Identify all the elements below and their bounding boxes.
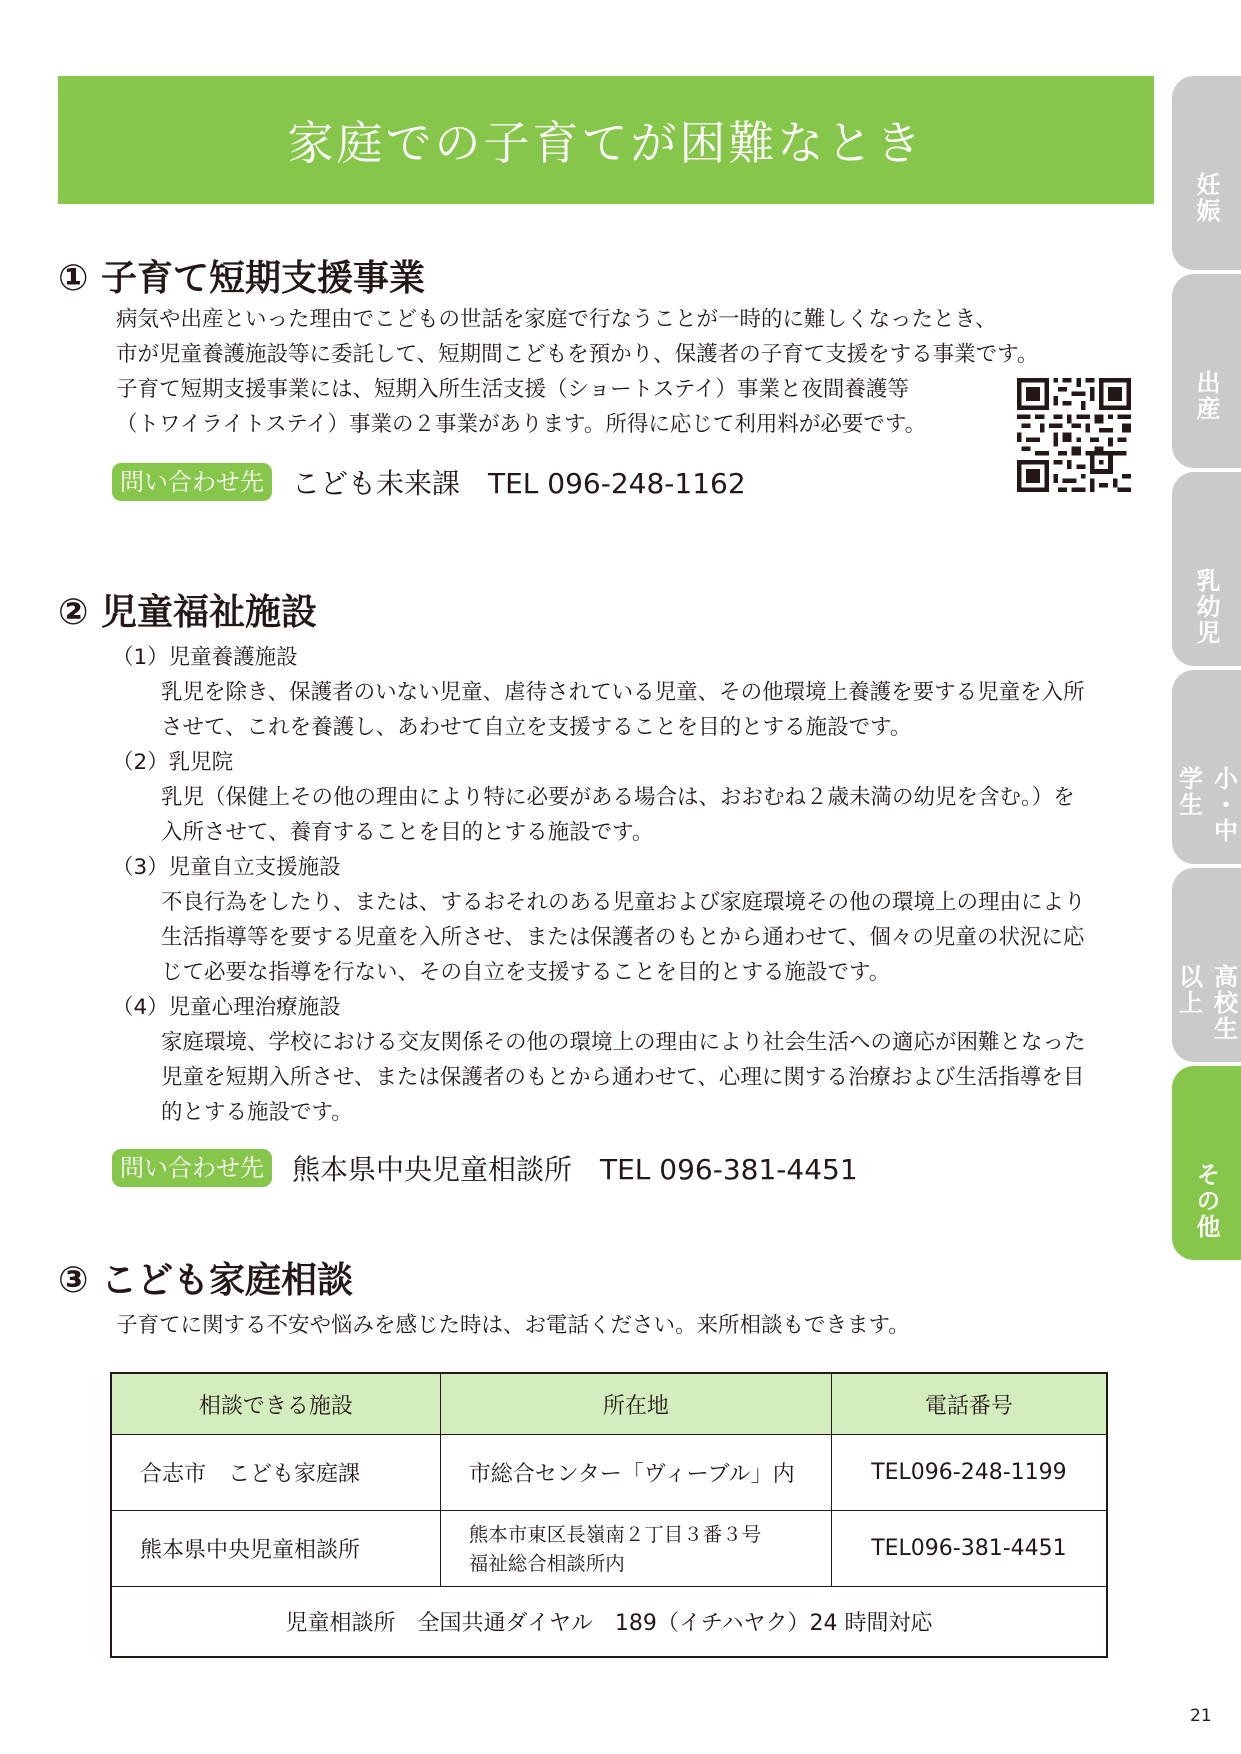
- item-heading: （1）児童養護施設: [112, 645, 298, 670]
- address-line: 市総合センター「ヴィーブル」内: [468, 1462, 795, 1487]
- paragraph-line: 家庭環境、学校における交友関係その他の環境上の理由により社会生活への適応が困難となった: [161, 1030, 1086, 1055]
- side-tab-other[interactable]: [1172, 1066, 1241, 1260]
- address-cell: [440, 1511, 831, 1587]
- section-title: ③ こども家庭相談: [58, 1260, 354, 1301]
- paragraph-line: 乳児を除き、保護者のいない児童、虐待されている児童、その他環境上養護を要する児童を入所: [161, 680, 1085, 705]
- paragraph-line: 病気や出産といった理由でこどもの世話を家庭で行なうことが一時的に難しくなったとき、: [116, 307, 997, 332]
- phone-cell: TEL096-381-4451: [831, 1511, 1107, 1587]
- paragraph-line: 的とする施設です。: [161, 1100, 353, 1125]
- column-header: 電話番号: [831, 1373, 1107, 1435]
- side-tab-label: 乳幼児: [1192, 568, 1220, 646]
- page-title-banner: [58, 76, 1154, 204]
- table-row: [111, 1435, 1107, 1511]
- contact-label-badge: 問い合わせ先: [112, 463, 272, 501]
- column-header: 所在地: [440, 1373, 831, 1435]
- side-tab-pregnancy[interactable]: [1172, 76, 1241, 270]
- side-tab-label: 出産: [1192, 370, 1220, 422]
- phone-cell: TEL096-248-1199: [831, 1435, 1107, 1511]
- paragraph-line: （トワイライトステイ）事業の２事業があります。所得に応じて利用料が必要です。: [116, 412, 927, 437]
- item-heading: （2）乳児院: [112, 750, 234, 775]
- table-row: [111, 1511, 1107, 1587]
- paragraph-line: 子育て短期支援事業には、短期入所生活支援（ショートステイ）事業と夜間養護等: [116, 377, 909, 402]
- section-title: ② 児童福祉施設: [58, 592, 318, 633]
- page-number: 21: [1190, 1706, 1212, 1726]
- contact-label-badge: 問い合わせ先: [112, 1149, 272, 1187]
- table-footer-row: [111, 1587, 1107, 1658]
- national-hotline-cell: 児童相談所 全国共通ダイヤル 189（イチハヤク）24 時間対応: [111, 1587, 1107, 1658]
- item-heading: （3）児童自立支援施設: [112, 855, 341, 880]
- side-tab-index: [1172, 76, 1241, 1264]
- contact-text: 熊本県中央児童相談所 TEL 096-381-4451: [292, 1153, 858, 1186]
- paragraph-line: 入所させて、養育することを目的とする施設です。: [161, 820, 654, 845]
- address-cell: [440, 1435, 831, 1511]
- side-tab-label: その他: [1192, 1162, 1220, 1240]
- paragraph-line: させて、これを養護し、あわせて自立を支援することを目的とする施設です。: [161, 715, 912, 740]
- side-tab-birth[interactable]: [1172, 274, 1241, 468]
- side-tab-label: 妊娠: [1192, 172, 1220, 224]
- address-line: 福祉総合相談所内: [468, 1551, 625, 1575]
- qr-code: [1017, 378, 1131, 492]
- side-tab-elementary[interactable]: [1172, 670, 1241, 864]
- contact-text: こども未来課 TEL 096-248-1162: [292, 467, 746, 500]
- side-tab-label: 高校生以上: [1174, 964, 1238, 1042]
- item-heading: （4）児童心理治療施設: [112, 995, 341, 1020]
- page-title: 家庭での子育てが困難なとき: [287, 116, 925, 170]
- paragraph-line: 生活指導等を要する児童を入所させ、または保護者のもとから通わせて、個々の児童の状況に応: [161, 925, 1085, 950]
- section-title: ① 子育て短期支援事業: [58, 258, 426, 299]
- table-header-row: [111, 1373, 1107, 1435]
- paragraph-line: 不良行為をしたり、または、するおそれのある児童および家庭環境その他の環境上の理由により: [161, 890, 1086, 915]
- section-intro: 子育てに関する不安や悩みを感じた時は、お電話ください。来所相談もできます。: [116, 1313, 910, 1338]
- column-header: 相談できる施設: [111, 1373, 440, 1435]
- paragraph-line: 乳児（保健上その他の理由により特に必要がある場合は、おおむね２歳未満の幼児を含む。）を: [161, 785, 1075, 810]
- side-tab-infant[interactable]: [1172, 472, 1241, 666]
- contact-row: [112, 462, 746, 502]
- contact-row: [112, 1148, 858, 1188]
- facility-cell: 合志市 こども家庭課: [111, 1435, 440, 1511]
- side-tab-label: 小・中学生: [1174, 766, 1238, 844]
- paragraph-line: じて必要な指導を行ない、その自立を支援することを目的とする施設です。: [161, 960, 891, 985]
- paragraph-line: 市が児童養護施設等に委託して、短期間こどもを預かり、保護者の子育て支援をする事業です。: [116, 342, 1039, 367]
- consultation-table: [110, 1372, 1108, 1658]
- side-tab-highschool[interactable]: [1172, 868, 1241, 1062]
- address-line: 熊本市東区長嶺南２丁目３番３号: [468, 1522, 762, 1546]
- facility-cell: 熊本県中央児童相談所: [111, 1511, 440, 1587]
- paragraph-line: 児童を短期入所させ、または保護者のもとから通わせて、心理に関する治療および生活指導を目: [161, 1065, 1085, 1090]
